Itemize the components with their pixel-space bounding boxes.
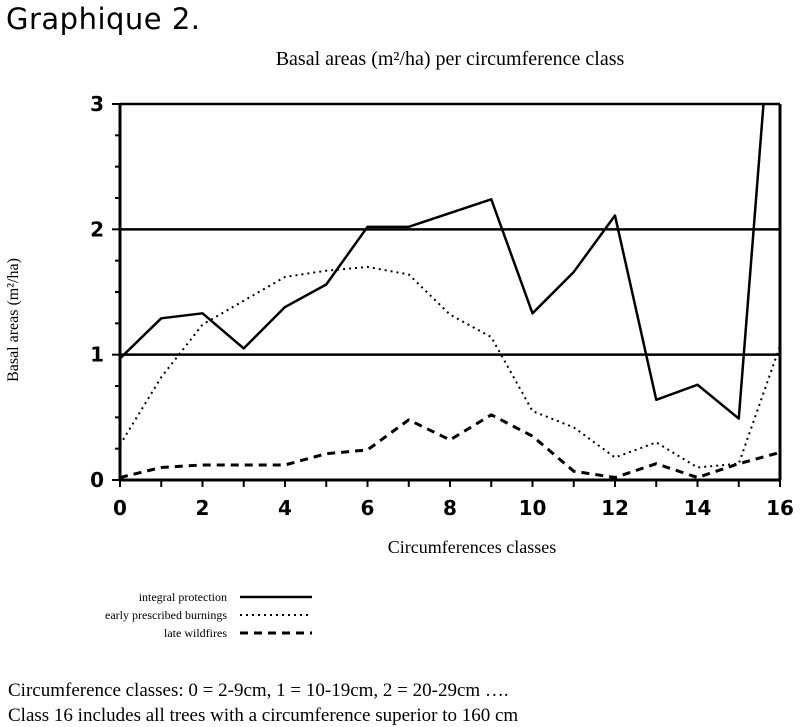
series-line-integral-protection [120, 104, 764, 419]
legend-label: integral protection [138, 590, 227, 604]
x-tick-label: 2 [195, 496, 210, 520]
y-tick-label: 2 [90, 217, 104, 242]
legend [105, 590, 312, 640]
legend-label: early prescribed burnings [105, 608, 227, 622]
series-line-late-wildfires [120, 415, 780, 478]
x-tick-label: 12 [601, 496, 629, 520]
y-axis-label: Basal areas (m²/ha) [5, 258, 22, 382]
x-tick-label: 16 [766, 496, 794, 520]
x-tick-label: 14 [683, 496, 712, 520]
y-tick-label: 3 [90, 92, 104, 116]
y-tick-label: 0 [90, 468, 104, 492]
series-line-early-prescribed-burnings [120, 267, 780, 468]
figure-heading: Graphique 2. [6, 2, 201, 36]
y-tick-label: 1 [90, 342, 104, 367]
x-tick-label: 8 [443, 496, 457, 520]
footnote-circumference-classes: Circumference classes: 0 = 2-9cm, 1 = 10-19cm, 2 = 20-29cm …. [8, 680, 509, 701]
x-tick-label: 4 [278, 496, 292, 520]
x-tick-label: 0 [113, 496, 127, 520]
x-tick-label: 6 [360, 496, 375, 520]
footnote-class-16: Class 16 includes all trees with a circumference superior to 160 cm [8, 705, 519, 726]
x-axis-label: Circumferences classes [387, 537, 557, 557]
plot-area [90, 92, 794, 520]
x-tick-label: 10 [518, 496, 547, 520]
legend-label: late wildfires [164, 626, 227, 640]
chart-title: Basal areas (m²/ha) per circumference class [275, 48, 625, 70]
